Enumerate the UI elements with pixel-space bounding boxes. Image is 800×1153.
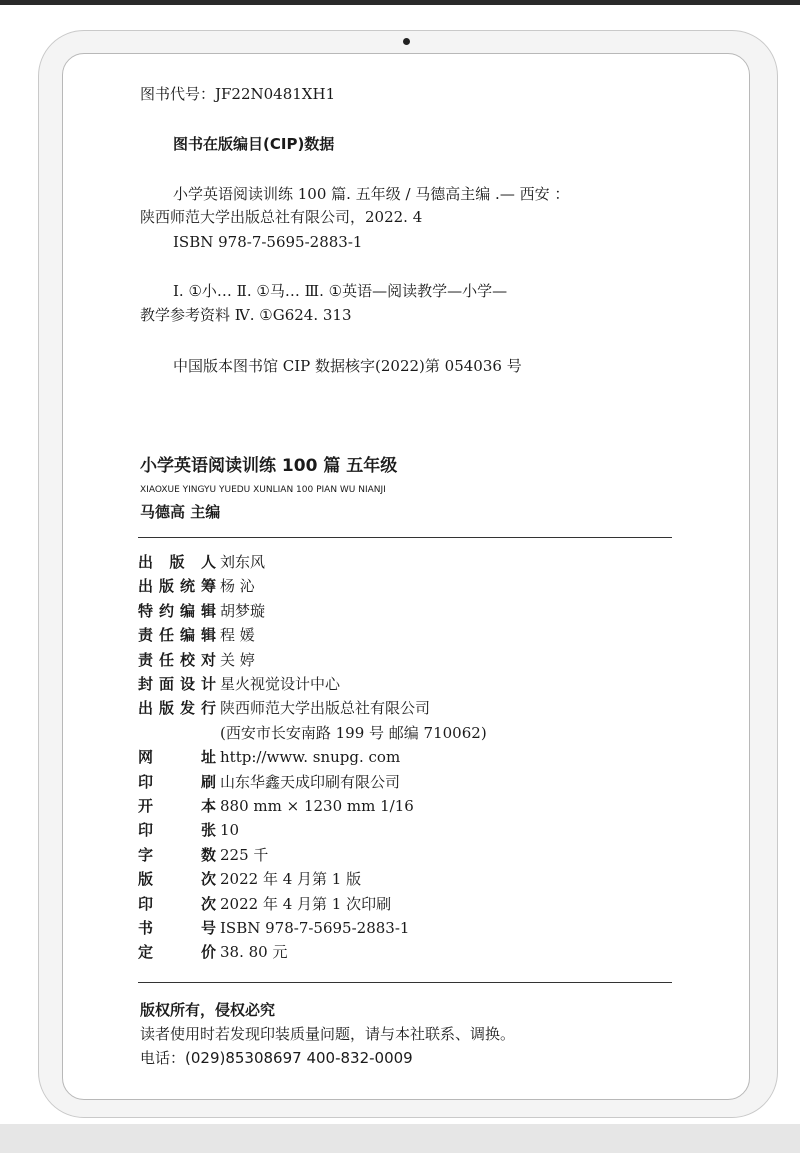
cip-verify-number: 中国版本图书馆 CIP 数据核字(2022)第 054036 号 (173, 357, 522, 375)
credit-label: 定 价 (138, 943, 216, 961)
credit-label: 书 号 (138, 919, 216, 937)
cip-line-1: 小学英语阅读训练 100 篇. 五年级 / 马德高主编 .— 西安 ： (173, 185, 570, 203)
credit-value: (西安市长安南路 199 号 邮编 710062) (220, 724, 487, 742)
credit-label: 网 址 (138, 748, 216, 766)
cip-classification-2: 教学参考资料 Ⅳ. ①G624. 313 (140, 306, 352, 324)
credit-label: 字 数 (138, 846, 216, 864)
credit-value: 陕西师范大学出版总社有限公司 (220, 699, 431, 717)
credit-value: 胡梦璇 (220, 602, 266, 620)
credit-value: 38. 80 元 (220, 943, 288, 961)
credit-value: 880 mm × 1230 mm 1/16 (220, 797, 414, 815)
credit-label: 特 约 编 辑 (138, 602, 216, 620)
contact-phone: 电话：(029)85308697 400-832-0009 (140, 1049, 413, 1067)
credit-value: 225 千 (220, 846, 269, 864)
credit-label: 印 刷 (138, 773, 216, 791)
credit-value: 杨 沁 (220, 577, 255, 595)
quality-notice: 读者使用时若发现印装质量问题，请与本社联系、调换。 (140, 1025, 516, 1043)
credit-value: 星火视觉设计中心 (220, 675, 341, 693)
credit-label: 印 张 (138, 821, 216, 839)
credit-value: ISBN 978-7-5695-2883-1 (220, 919, 410, 937)
credit-label: 开 本 (138, 797, 216, 815)
credits-bottom-rule (138, 982, 672, 983)
credit-value: 刘东风 (220, 553, 266, 571)
credit-label: 责 任 编 辑 (138, 626, 216, 644)
credit-label: 封 面 设 计 (138, 675, 216, 693)
cip-heading: 图书在版编目(CIP)数据 (173, 135, 335, 153)
credit-value: 关 婷 (220, 651, 255, 669)
book-title: 小学英语阅读训练 100 篇 五年级 (140, 456, 398, 476)
credit-value: http://www. snupg. com (220, 748, 401, 766)
credit-label: 出 版 人 (138, 553, 216, 571)
credit-label: 出 版 统 筹 (138, 577, 216, 595)
page-bottom-edge (0, 1124, 800, 1153)
page-top-edge (0, 0, 800, 5)
copyright-notice: 版权所有，侵权必究 (140, 1001, 276, 1019)
credit-value: 程 媛 (220, 626, 255, 644)
cip-line-2: 陕西师范大学出版总社有限公司，2022. 4 (140, 208, 423, 226)
book-editor: 马德高 主编 (140, 503, 221, 521)
credit-label: 版 次 (138, 870, 216, 888)
credit-value: 山东华鑫天成印刷有限公司 (220, 773, 401, 791)
credits-top-rule (138, 537, 672, 538)
book-title-pinyin: XIAOXUE YINGYU YUEDU XUNLIAN 100 PIAN WU NIANJI (140, 485, 386, 495)
credit-label: 责 任 校 对 (138, 651, 216, 669)
credit-value: 2022 年 4 月第 1 次印刷 (220, 895, 392, 913)
cip-classification-1: Ⅰ. ①小… Ⅱ. ①马… Ⅲ. ①英语—阅读教学—小学— (173, 282, 508, 300)
credit-label: 出 版 发 行 (138, 699, 216, 717)
credit-label: 印 次 (138, 895, 216, 913)
cip-isbn: ISBN 978-7-5695-2883-1 (173, 233, 363, 251)
camera-dot (403, 38, 410, 45)
credit-value: 2022 年 4 月第 1 版 (220, 870, 362, 888)
book-code: 图书代号：JF22N0481XH1 (140, 85, 336, 103)
credit-value: 10 (220, 821, 240, 839)
